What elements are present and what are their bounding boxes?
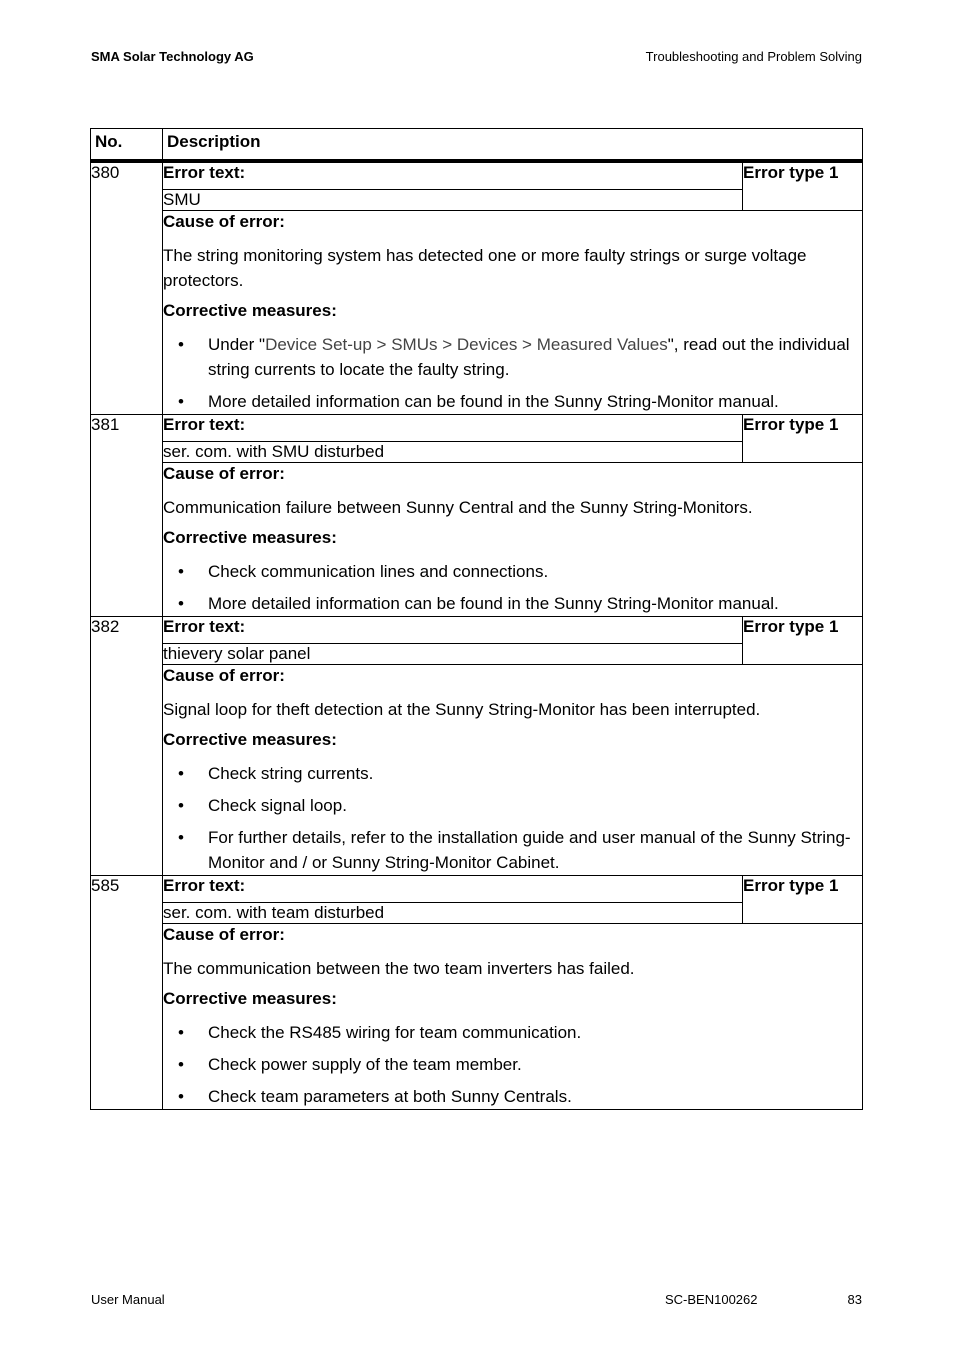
bullet-icon: • [178,1087,184,1106]
bullet-icon: • [178,392,184,411]
cause-cell [163,924,863,1110]
measure-text: Check team parameters at both Sunny Centrals. [208,1087,572,1106]
measures-label: Corrective measures: [163,989,337,1008]
bullet-icon: • [178,828,184,847]
cause-cell [163,463,863,617]
menu-path: Device Set-up > SMUs > Devices > Measured Values [265,335,668,354]
measure-text: Check signal loop. [208,796,347,815]
bullet-icon: • [178,1023,184,1042]
list-item [163,1020,862,1045]
table-row [91,876,863,903]
header-section-title: Troubleshooting and Problem Solving [645,49,862,64]
measure-text: For further details, refer to the installation guide and user manual of the Sunny String-Monitor and / or Sunny String-Monitor Cabinet. [208,828,851,872]
table-header-row [91,129,863,162]
measure-text: Check string currents. [208,764,374,783]
cause-label: Cause of error: [163,212,285,231]
error-number: 382 [91,617,163,876]
measures-list [163,1020,862,1109]
measure-text: More detailed information can be found in the Sunny String-Monitor manual. [208,594,779,613]
cause-cell [163,665,863,876]
error-text-label: Error text: [163,876,743,903]
error-type: Error type 1 [743,876,863,924]
error-type: Error type 1 [743,617,863,665]
footer-doc-code: SC-BEN100262 [665,1292,758,1307]
measures-list [163,761,862,875]
measure-text-post: ", read out the individual string currents to locate the faulty string. [208,335,850,379]
error-text-label: Error text: [163,161,743,190]
list-item [163,793,862,818]
table-row [91,617,863,644]
error-table [90,128,863,1110]
table-row [91,415,863,442]
bullet-icon: • [178,594,184,613]
cause-row [91,665,863,876]
measure-text-pre: Under " [208,335,266,354]
list-item [163,332,862,382]
error-text-label: Error text: [163,415,743,442]
measures-label: Corrective measures: [163,301,337,320]
cause-text: The communication between the two team inverters has failed. [163,959,635,978]
measures-label: Corrective measures: [163,528,337,547]
error-text-value: ser. com. with team disturbed [163,903,743,924]
page-number: 83 [847,1292,862,1307]
measures-list [163,559,862,616]
error-number: 380 [91,161,163,415]
cause-text: The string monitoring system has detected one or more faulty strings or surge voltage protectors. [163,246,807,290]
measures-list [163,332,862,414]
measure-text: Check communication lines and connections. [208,562,549,581]
cause-text: Communication failure between Sunny Central and the Sunny String-Monitors. [163,498,753,517]
bullet-icon: • [178,335,184,354]
footer-doc-type: User Manual [91,1292,165,1307]
error-text-value: SMU [163,190,743,211]
cause-row [91,924,863,1110]
error-type: Error type 1 [743,161,863,211]
cause-text: Signal loop for theft detection at the Sunny String-Monitor has been interrupted. [163,700,761,719]
list-item [163,1052,862,1077]
error-type: Error type 1 [743,415,863,463]
bullet-icon: • [178,1055,184,1074]
list-item [163,389,862,414]
header-company: SMA Solar Technology AG [91,49,254,64]
cause-label: Cause of error: [163,666,285,685]
list-item [163,825,862,875]
error-text-value: thievery solar panel [163,644,743,665]
list-item [163,1084,862,1109]
cause-row [91,463,863,617]
error-number: 585 [91,876,163,1110]
measure-text: Check power supply of the team member. [208,1055,522,1074]
measure-text: Check the RS485 wiring for team communication. [208,1023,582,1042]
list-item [163,761,862,786]
bullet-icon: • [178,764,184,783]
cause-label: Cause of error: [163,925,285,944]
list-item [163,559,862,584]
cause-label: Cause of error: [163,464,285,483]
error-text-label: Error text: [163,617,743,644]
column-header-no: No. [91,129,163,162]
list-item [163,591,862,616]
bullet-icon: • [178,796,184,815]
bullet-icon: • [178,562,184,581]
error-text-value: ser. com. with SMU disturbed [163,442,743,463]
cause-cell [163,211,863,415]
column-header-description: Description [163,129,863,162]
measures-label: Corrective measures: [163,730,337,749]
cause-row [91,211,863,415]
measure-text: More detailed information can be found in the Sunny String-Monitor manual. [208,392,779,411]
table-row [91,161,863,190]
error-number: 381 [91,415,163,617]
